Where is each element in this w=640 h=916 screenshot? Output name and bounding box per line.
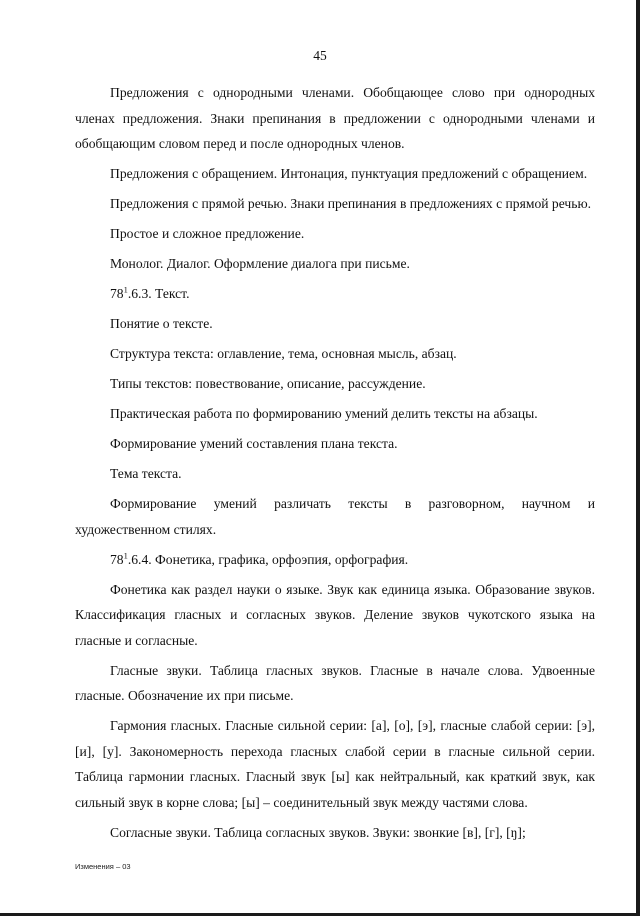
paragraph-vowel-harmony: Гармония гласных. Гласные сильной серии: [а], [о], [э], гласные слабой серии: [э], [и], [у]. Закономерность перехода гласных слабой серии в гласные сильной серии. Таблица гармонии гласных. Гласный звук [ы] как нейтральный, как краткий звук, как сильный звук в корне слова; [ы] – соединительный звук между частями слова. bbox=[75, 718, 595, 810]
paragraph-phonetics-science: Фонетика как раздел науки о языке. Звук как единица языка. Образование звуков. Классификация гласных и согласных звуков. Деление звуков чукотского языка на гласные и согласные. bbox=[75, 581, 595, 648]
paragraph-vowel-sounds: Гласные звуки. Таблица гласных звуков. Гласные в начале слова. Удвоенные гласные. Обозначение их при письме. bbox=[75, 662, 595, 703]
paragraph-text-types: Типы текстов: повествование, описание, рассуждение. bbox=[110, 376, 426, 391]
paragraph-simple-complex-sentence: Простое и сложное предложение. bbox=[110, 226, 305, 241]
paragraph-text-concept: Понятие о тексте. bbox=[110, 316, 213, 331]
paragraph-text-structure: Структура текста: оглавление, тема, основная мысль, абзац. bbox=[110, 346, 457, 361]
paragraph-address: Предложения с обращением. Интонация, пунктуация предложений с обращением. bbox=[110, 166, 588, 181]
paragraph-text-styles: Формирование умений различать тексты в разговорном, научном и художественном стилях. bbox=[75, 496, 595, 537]
section-heading-phonetics bbox=[75, 547, 595, 573]
paragraph-direct-speech: Предложения с прямой речью. Знаки препинания в предложениях с прямой речью. bbox=[110, 196, 591, 211]
section-number: 78 bbox=[110, 286, 124, 301]
paragraph-text-theme: Тема текста. bbox=[110, 466, 182, 481]
section-superscript: 1 bbox=[123, 549, 128, 560]
page-number: 45 bbox=[313, 48, 327, 63]
section-title: .6.4. Фонетика, графика, орфоэпия, орфография. bbox=[127, 551, 409, 567]
body-text bbox=[75, 80, 595, 850]
section-number: 78 bbox=[110, 551, 124, 567]
section-superscript: 1 bbox=[123, 284, 128, 295]
paragraph-text-plan: Формирование умений составления плана текста. bbox=[110, 436, 398, 451]
page-edge-right bbox=[636, 0, 640, 916]
footer-revision: Изменения – 03 bbox=[75, 862, 131, 871]
paragraph-consonant-sounds: Согласные звуки. Таблица согласных звуков. Звуки: звонкие [в], [г], [ŋ]; bbox=[110, 824, 526, 840]
section-title: .6.3. Текст. bbox=[127, 286, 190, 301]
section-heading-text bbox=[75, 281, 595, 307]
paragraph-homogeneous-members: Предложения с однородными членами. Обобщающее слово при однородных членах предложения. Знаки препинания в предложении с однородными членами и обобщающим словом перед и после однородных членов. bbox=[75, 85, 595, 151]
paragraph-monologue-dialogue: Монолог. Диалог. Оформление диалога при письме. bbox=[110, 256, 410, 271]
paragraph-practical-work: Практическая работа по формированию умений делить тексты на абзацы. bbox=[110, 406, 538, 421]
